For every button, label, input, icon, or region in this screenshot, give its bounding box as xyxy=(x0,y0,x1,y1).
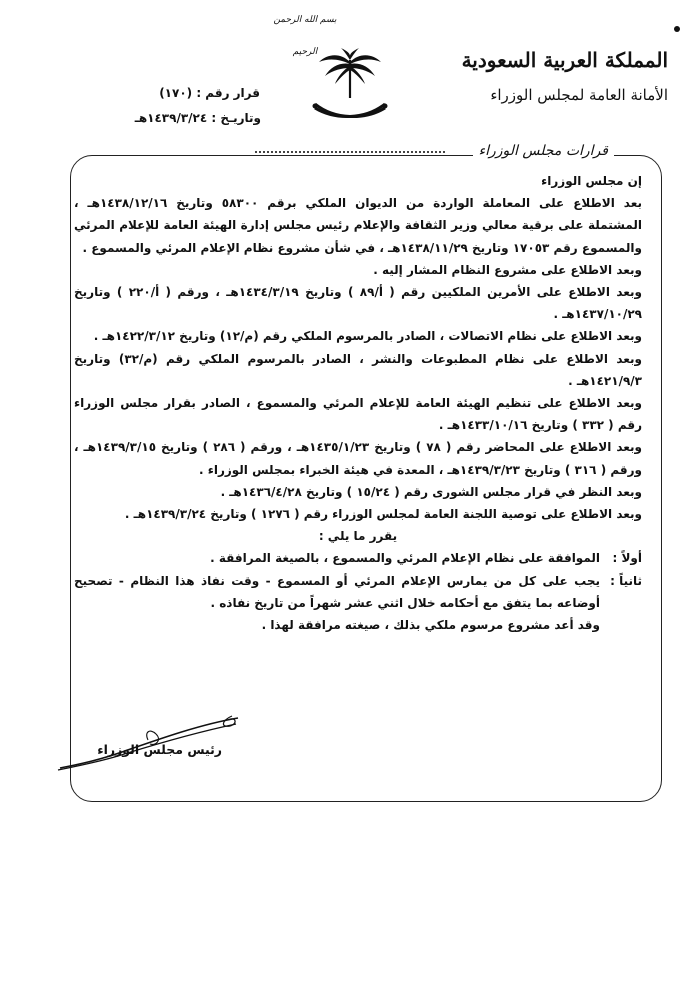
secretariat-title: الأمانة العامة لمجلس الوزراء xyxy=(490,86,668,104)
list-item xyxy=(74,547,642,569)
item-text: الموافقة على نظام الإعلام المرئي والمسموع ، بالصيغة المرافقة . xyxy=(210,551,600,566)
decision-number: قرار رقم : (١٧٠) xyxy=(159,86,260,100)
decision-date: وتاريـخ : ١٤٣٩/٣/٢٤هـ xyxy=(134,111,261,125)
paragraph: وبعد الاطلاع على توصية اللجنة العامة لمجلس الوزراء رقم ( ١٢٧٦ ) وتاريخ ١٤٣٩/٣/٢٤هـ . xyxy=(124,507,642,522)
item-label: ثانياً : xyxy=(610,573,642,588)
list-item xyxy=(74,614,642,636)
paragraph: وبعد الاطلاع على نظام الاتصالات ، الصادر بالمرسوم الملكي رقم (م/١٢) وتاريخ ١٤٢٢/٣/١٢هـ . xyxy=(93,329,642,344)
paragraph: وبعد الاطلاع على مشروع النظام المشار إليه . xyxy=(373,262,642,277)
closing-line: وقد أعد مشروع مرسوم ملكي بذلك ، صيغته مرافقة لهذا . xyxy=(261,618,600,633)
resolves-line: يقرر ما يلي : xyxy=(318,529,398,544)
corner-mark xyxy=(674,26,680,32)
decision-body xyxy=(74,170,642,636)
kingdom-title: المملكة العربية السعودية xyxy=(461,48,668,72)
section-label: قرارات مجلس الوزراء xyxy=(473,143,614,159)
opening-line: إن مجلس الوزراء xyxy=(541,174,642,188)
saudi-emblem-icon xyxy=(305,48,395,130)
list-item xyxy=(74,570,642,614)
item-text: يجب على كل من يمارس الإعلام المرئي أو المسموع - وقت نفاذ هذا النظام - تصحيح أوضاعه بما يتفق مع أحكامه خلال اثني عشر شهراً من تاريخ نفاذه . xyxy=(74,573,600,610)
item-label: أولاً : xyxy=(612,551,642,566)
paragraph: وبعد الاطلاع على تنظيم الهيئة العامة للإعلام المرئي والمسموع ، الصادر بقرار مجلس الوزراء رقم ( ٣٣٢ ) وتاريخ ١٤٣٣/١٠/١٦هـ . xyxy=(74,396,642,433)
signer-title: رئيس مجلس الوزراء xyxy=(97,742,222,757)
paragraph: وبعد الاطلاع على المحاضر رقم ( ٧٨ ) وتاريخ ١٤٣٥/١/٢٣هـ ، ورقم ( ٢٨٦ ) وتاريخ ١٤٣٩/٣/١٥هـ ، ورقم ( ٣١٦ ) وتاريخ ١٤٣٩/٣/٢٣هـ ، المعدة في هيئة الخبراء بمجلس الوزراء . xyxy=(74,440,642,477)
paragraph: بعد الاطلاع على المعاملة الواردة من الديوان الملكي برقم ٥٨٣٠٠ وتاريخ ١٤٣٨/١٢/١٦هـ ، المشتملة على برقية معالي وزير الثقافة والإعلام رئيس مجلس إدارة الهيئة العامة للإعلام المرئي والمسموع رقم ١٧٠٥٣ وتاريخ ١٤٣٨/١١/٢٩هـ ، في شأن مشروع نظام الإعلام المرئي والمسموع . xyxy=(74,196,643,255)
paragraph: وبعد الاطلاع على الأمرين الملكيين رقم ( أ/٨٩ ) وتاريخ ١٤٣٤/٣/١٩هـ ، ورقم ( أ/٢٢٠ ) وتاريخ ١٤٣٧/١٠/٢٩هـ . xyxy=(74,285,642,322)
paragraph: وبعد النظر في قرار مجلس الشورى رقم ( ١٥/٢٤ ) وتاريخ ١٤٣٦/٤/٢٨هـ . xyxy=(220,484,642,499)
frame-divider xyxy=(255,151,445,155)
paragraph: وبعد الاطلاع على نظام المطبوعات والنشر ، الصادر بالمرسوم الملكي رقم (م/٣٢) وتاريخ ١٤٢١/٩/٣هـ . xyxy=(74,351,642,388)
basmala: بسم الله الرحمن الرحيم xyxy=(273,15,337,57)
